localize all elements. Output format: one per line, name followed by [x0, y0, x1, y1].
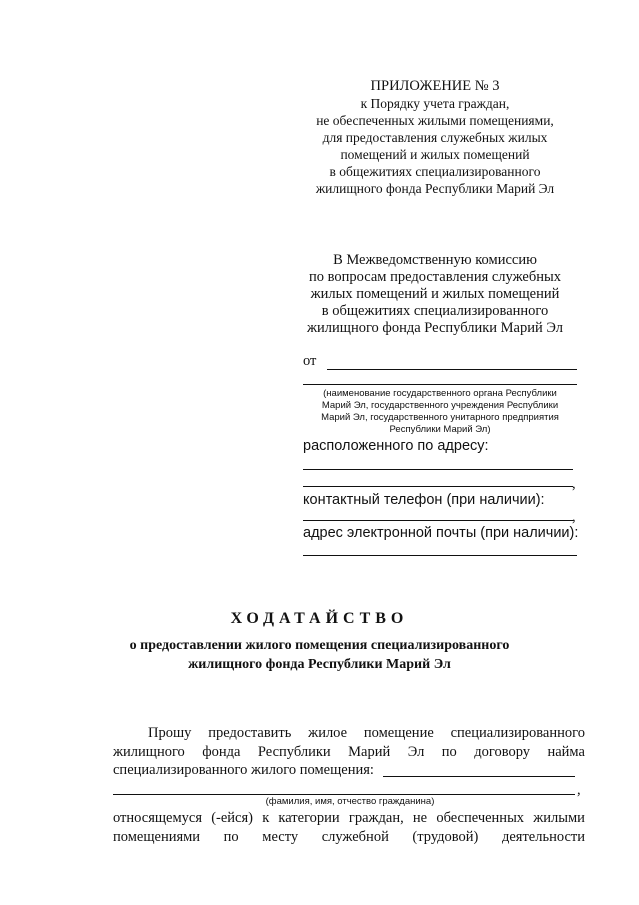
body-word: к [262, 810, 270, 826]
applicant-field-line2[interactable] [113, 794, 575, 795]
body-line-2 [113, 743, 585, 761]
addressee-line: в общежитиях специализированного [321, 303, 549, 319]
body-word: Республики [257, 744, 331, 760]
org-hint: Марий Эл, государственного унитарного предприятия [321, 412, 559, 423]
addressee-line: жилых помещений и жилых помещений [310, 286, 560, 302]
body-word: Прошу [148, 725, 192, 741]
body-word: помещениями [113, 829, 201, 845]
body-word: жилищного [113, 744, 185, 760]
body-word: деятельности [501, 829, 585, 845]
appendix-line: не обеспеченных жилыми помещениями, [316, 113, 554, 128]
from-field-line2[interactable] [303, 384, 577, 385]
org-hint: Марий Эл, государственного учреждения Республики [321, 400, 559, 411]
appendix-line: к Порядку учета граждан, [360, 96, 510, 111]
petition-subtitle: жилищного фонда Республики Марий Эл [188, 657, 451, 672]
petition-title: ХОДАТАЙСТВО [230, 610, 409, 627]
address-field[interactable] [303, 469, 573, 470]
body-word: Эл [407, 744, 425, 760]
body-line-1 [148, 724, 585, 742]
org-hint: Республики Марий Эл) [389, 424, 491, 435]
phone-field[interactable] [303, 520, 573, 521]
appendix-line: жилищного фонда Республики Марий Эл [315, 181, 555, 196]
body-word: договору [474, 744, 531, 760]
body-word: служебной [321, 829, 389, 845]
applicant-field[interactable] [383, 776, 575, 777]
addressee-line: по вопросам предоставления служебных [309, 269, 561, 285]
org-hint: (наименование государственного органа Республики [323, 388, 557, 399]
body-word: жилыми [533, 810, 585, 826]
body-word: относящемуся [113, 810, 203, 826]
body-word: обеспеченных [436, 810, 525, 826]
appendix-line: в общежитиях специализированного [329, 164, 541, 179]
body-word: специализированного [450, 725, 585, 741]
body-word: жилое [308, 725, 348, 741]
body-word: предоставить [208, 725, 292, 741]
appendix-title: ПРИЛОЖЕНИЕ № 3 [370, 78, 500, 94]
addressee-line: жилищного фонда Республики Марий Эл [307, 320, 563, 336]
address-comma: , [572, 476, 576, 492]
name-hint: (фамилия, имя, отчество гражданина) [265, 796, 435, 807]
address-field-line2[interactable] [303, 486, 573, 487]
body-word: граждан, [348, 810, 404, 826]
addressee-line: В Межведомственную комиссию [333, 252, 537, 268]
body-word: по [223, 829, 239, 845]
body-word: месту [262, 829, 299, 845]
email-field[interactable] [303, 555, 577, 556]
body-word: (-ейся) [211, 810, 253, 826]
body-word: помещение [363, 725, 434, 741]
body-line-5 [113, 809, 585, 827]
appendix-line: помещений и жилых помещений [340, 147, 530, 162]
address-label: расположенного по адресу: [303, 438, 489, 454]
body-word: фонда [202, 744, 241, 760]
phone-comma: , [572, 509, 576, 525]
body-word: найма [547, 744, 585, 760]
body-line-3: специализированного жилого помещения: [113, 762, 374, 778]
from-field[interactable] [327, 369, 577, 370]
body-word: по [441, 744, 457, 760]
email-label: адрес электронной почты (при наличии): [303, 525, 579, 541]
from-label: от [303, 353, 317, 369]
body-word: не [412, 810, 428, 826]
body-line-6 [113, 828, 585, 846]
appendix-line: для предоставления служебных жилых [322, 130, 548, 145]
applicant-comma: , [577, 782, 581, 798]
body-word: категории [278, 810, 340, 826]
petition-subtitle: о предоставлении жилого помещения специализированного [129, 638, 510, 653]
phone-label: контактный телефон (при наличии): [303, 492, 545, 508]
body-word: (трудовой) [412, 829, 479, 845]
body-word: Марий [348, 744, 391, 760]
